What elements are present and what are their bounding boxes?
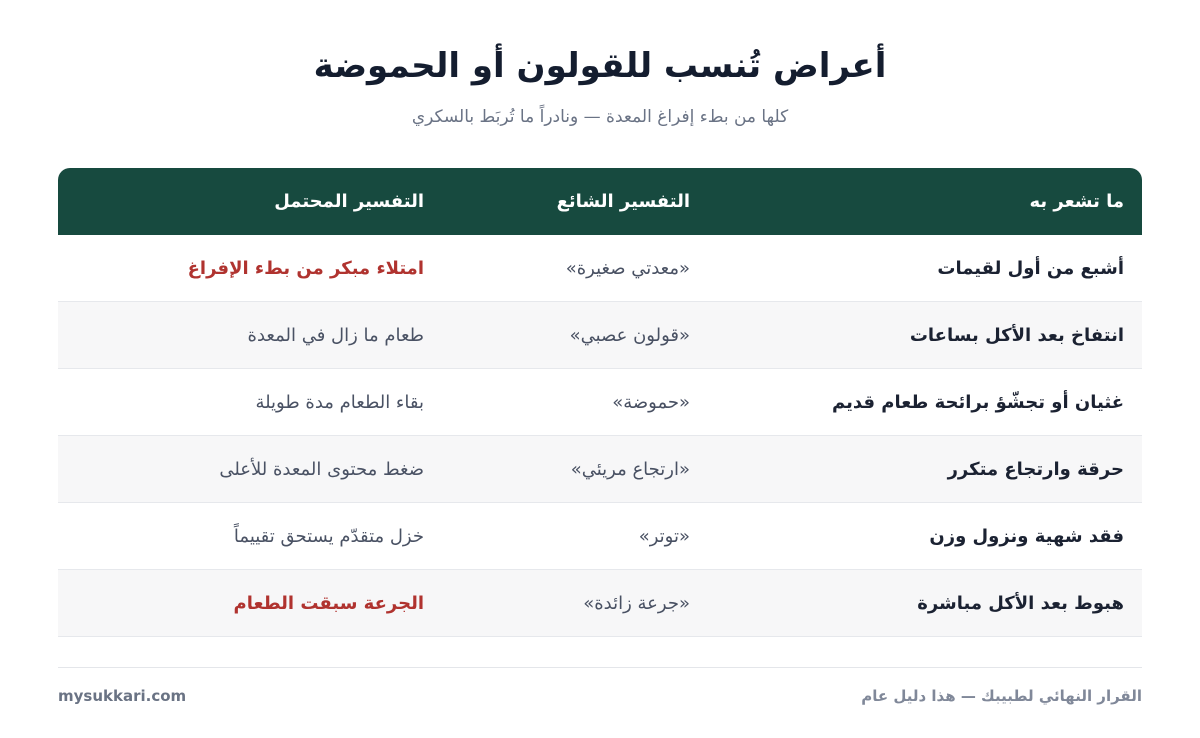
cell-feel: فقد شهية ونزول وزن: [929, 525, 1124, 547]
cell-likely: ضغط محتوى المعدة للأعلى: [219, 458, 424, 480]
cell-feel: غثيان أو تجشّؤ برائحة طعام قديم: [831, 391, 1124, 413]
table-row: [58, 369, 1142, 436]
cell-common: «معدتي صغيرة»: [565, 257, 690, 279]
cell-likely: الجرعة سبقت الطعام: [233, 592, 424, 614]
cell-feel: حرقة وارتجاع متكرر: [947, 458, 1124, 480]
cell-likely: طعام ما زال في المعدة: [247, 324, 424, 346]
cell-common: «قولون عصبي»: [569, 324, 690, 346]
cell-likely: خزل متقدّم يستحق تقييماً: [233, 525, 424, 547]
cell-common: «حموضة»: [612, 391, 690, 413]
table-row: [58, 302, 1142, 369]
footer-site-link[interactable]: mysukkari.com: [58, 687, 187, 705]
footer-disclaimer: القرار النهائي لطبيبك — هذا دليل عام: [861, 687, 1142, 705]
cell-likely: بقاء الطعام مدة طويلة: [255, 391, 424, 413]
header-likely: التفسير المحتمل: [274, 191, 424, 212]
table-row: [58, 436, 1142, 503]
table-row: [58, 503, 1142, 570]
cell-common: «ارتجاع مريئي»: [570, 458, 690, 480]
footer-divider: [58, 667, 1142, 668]
table-row: [58, 235, 1142, 302]
cell-feel: هبوط بعد الأكل مباشرة: [917, 592, 1124, 614]
header-feel: ما تشعر به: [1029, 191, 1124, 212]
cell-common: «جرعة زائدة»: [583, 592, 690, 614]
page-subtitle: كلها من بطء إفراغ المعدة — ونادراً ما تُربَط بالسكري: [411, 107, 789, 127]
page-title: أعراض تُنسب للقولون أو الحموضة: [313, 46, 887, 86]
table-header: [58, 168, 1142, 235]
table-row: [58, 570, 1142, 637]
symptoms-table: [58, 168, 1142, 637]
cell-likely: امتلاء مبكر من بطء الإفراغ: [187, 257, 424, 279]
header-common: التفسير الشائع: [556, 191, 690, 212]
cell-feel: انتفاخ بعد الأكل بساعات: [909, 324, 1124, 346]
cell-feel: أشبع من أول لقيمات: [937, 257, 1124, 279]
cell-common: «توتر»: [638, 525, 690, 547]
